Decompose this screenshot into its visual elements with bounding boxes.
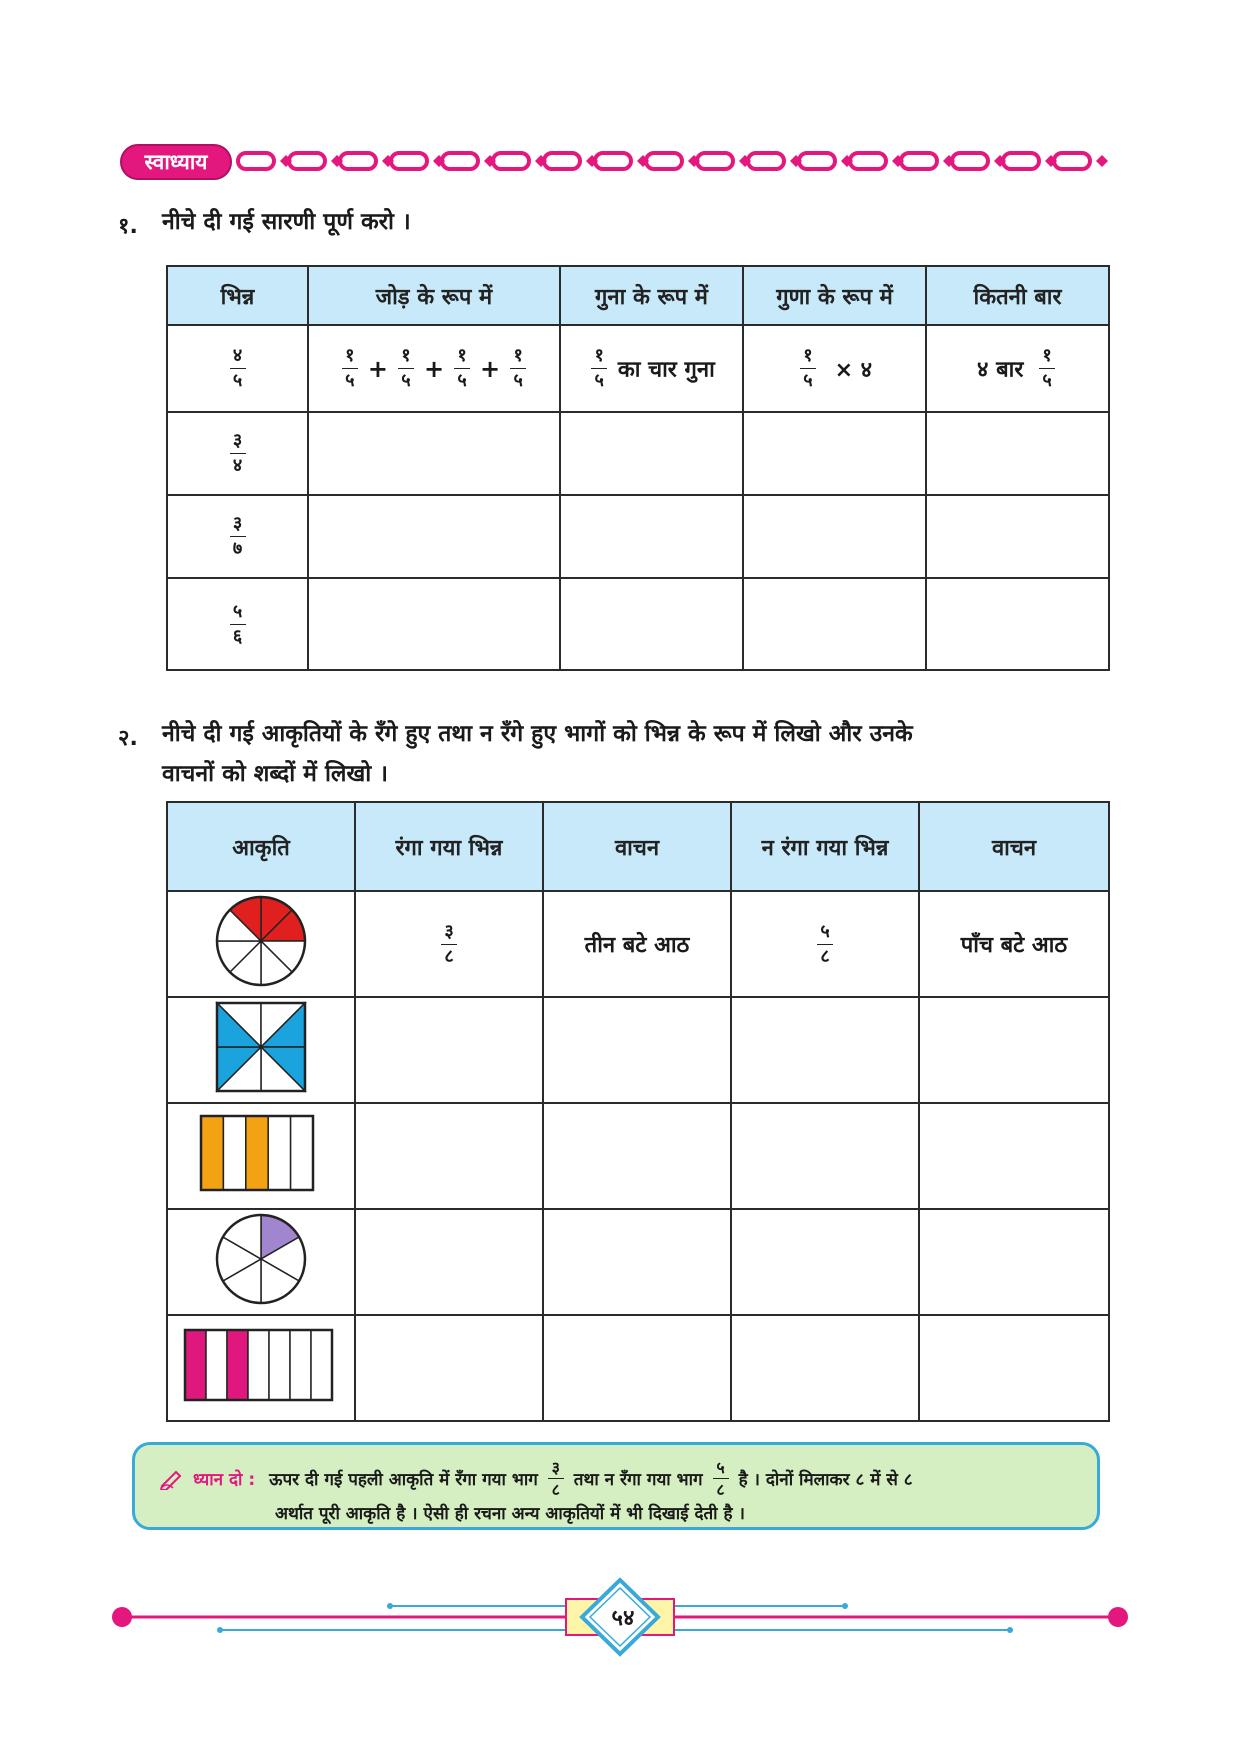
answer-cell[interactable] xyxy=(731,1209,919,1315)
answer-cell[interactable] xyxy=(919,997,1109,1103)
answer-cell[interactable] xyxy=(543,1315,731,1421)
q2-example-shaded-fraction: $\frac{३}{८}$ xyxy=(355,891,543,997)
answer-cell[interactable] xyxy=(560,578,743,670)
q1-example-addition: $\frac{१}{५}$ + $\frac{१}{५}$ + $\frac{१}{५}$ + $\frac{१}{५}$ xyxy=(308,325,560,412)
q1-col-times-form: गुना के रूप में xyxy=(560,266,743,325)
answer-cell[interactable] xyxy=(743,412,926,495)
answer-cell[interactable] xyxy=(919,1103,1109,1209)
q1-example-row xyxy=(167,325,1109,412)
answer-cell[interactable] xyxy=(308,412,560,495)
q1-example-how-many-times: ४ बार $\frac{१}{५}$ xyxy=(926,325,1109,412)
q1-example-fraction: $\frac{४}{५}$ xyxy=(167,325,308,412)
q2-col-reading: वाचन xyxy=(543,802,731,891)
q1-header-row xyxy=(167,266,1109,325)
q1-number: १. xyxy=(118,214,138,239)
note-text-part1: ऊपर दी गई पहली आकृति में रँगा गया भाग xyxy=(269,1470,538,1490)
q1-example-times-form: $\frac{१}{५}$ का चार गुना xyxy=(560,325,743,412)
q2-example-unshaded-reading: पाँच बटे आठ xyxy=(919,891,1109,997)
note-line-1 xyxy=(159,1459,913,1498)
answer-cell[interactable] xyxy=(308,578,560,670)
q1-col-multiplication: गुणा के रूप में xyxy=(743,266,926,325)
circle-8-parts-icon xyxy=(213,893,309,989)
answer-cell[interactable] xyxy=(926,412,1109,495)
q2-col-figure: आकृति xyxy=(167,802,355,891)
note-text-part2: तथा न रँगा गया भाग xyxy=(573,1470,703,1490)
q2-row xyxy=(167,1103,1109,1209)
square-8-triangles-icon xyxy=(213,999,309,1095)
q2-row xyxy=(167,997,1109,1103)
section-badge: स्वाध्याय xyxy=(120,144,232,180)
q2-col-reading-2: वाचन xyxy=(919,802,1109,891)
answer-cell[interactable] xyxy=(543,1103,731,1209)
rectangle-7-strips-icon xyxy=(181,1326,341,1404)
figure-cell xyxy=(167,1209,355,1315)
q2-example-shaded-reading: तीन बटे आठ xyxy=(543,891,731,997)
q2-text-line2: वाचनों को शब्दों में लिखो । xyxy=(162,761,388,787)
q1-example-multiplication: $\frac{१}{५}$ × ४ xyxy=(743,325,926,412)
q1-row-3 xyxy=(167,578,1109,670)
note-box xyxy=(132,1442,1100,1530)
decorative-chain-border xyxy=(232,148,1122,176)
answer-cell[interactable] xyxy=(743,578,926,670)
q2-text-line1: नीचे दी गई आकृतियों के रँगे हुए तथा न रँगे हुए भागों को भिन्न के रूप में लिखो और उनके xyxy=(162,721,913,747)
figure-cell xyxy=(167,891,355,997)
q2-header-row xyxy=(167,802,1109,891)
answer-cell[interactable] xyxy=(543,1209,731,1315)
answer-cell[interactable] xyxy=(355,1103,543,1209)
q1-text: नीचे दी गई सारणी पूर्ण करो । xyxy=(162,209,411,235)
q2-example-unshaded-fraction: $\frac{५}{८}$ xyxy=(731,891,919,997)
q2-row xyxy=(167,1209,1109,1315)
answer-cell[interactable] xyxy=(926,578,1109,670)
answer-cell[interactable] xyxy=(743,495,926,578)
answer-cell[interactable] xyxy=(919,1315,1109,1421)
circle-6-parts-icon xyxy=(213,1211,309,1307)
answer-cell[interactable] xyxy=(308,495,560,578)
q1-row-2 xyxy=(167,495,1109,578)
q1-row-fraction: $\frac{५}{६}$ xyxy=(167,578,308,670)
answer-cell[interactable] xyxy=(560,495,743,578)
q1-table xyxy=(166,265,1110,671)
q1-row-fraction: $\frac{३}{७}$ xyxy=(167,495,308,578)
figure-cell xyxy=(167,997,355,1103)
q2-col-shaded-fraction: रंगा गया भिन्न xyxy=(355,802,543,891)
note-label: ध्यान दो : xyxy=(193,1470,256,1490)
answer-cell[interactable] xyxy=(355,1315,543,1421)
answer-cell[interactable] xyxy=(355,997,543,1103)
answer-cell[interactable] xyxy=(560,412,743,495)
figure-cell xyxy=(167,1315,355,1421)
answer-cell[interactable] xyxy=(919,1209,1109,1315)
q2-row xyxy=(167,1315,1109,1421)
figure-cell xyxy=(167,1103,355,1209)
pencil-icon xyxy=(159,1468,185,1490)
q1-row-fraction: $\frac{३}{४}$ xyxy=(167,412,308,495)
q2-col-unshaded-fraction: न रंगा गया भिन्न xyxy=(731,802,919,891)
answer-cell[interactable] xyxy=(731,1315,919,1421)
q1-row-1 xyxy=(167,412,1109,495)
answer-cell[interactable] xyxy=(731,997,919,1103)
page-number: ५४ xyxy=(611,1606,635,1631)
q2-example-row xyxy=(167,891,1109,997)
answer-cell[interactable] xyxy=(543,997,731,1103)
q1-col-fraction: भिन्न xyxy=(167,266,308,325)
q2-number: २. xyxy=(118,726,138,751)
note-fraction-unshaded: $\frac{५}{८}$ xyxy=(713,1459,729,1498)
q1-col-addition: जोड़ के रूप में xyxy=(308,266,560,325)
answer-cell[interactable] xyxy=(926,495,1109,578)
rectangle-5-strips-icon xyxy=(197,1110,325,1196)
note-text-part3: है । दोनों मिलाकर ८ में से ८ xyxy=(738,1470,913,1490)
answer-cell[interactable] xyxy=(731,1103,919,1209)
note-line-2: अर्थात पूरी आकृति है । ऐसी ही रचना अन्य आकृतियों में भी दिखाई देती है । xyxy=(275,1504,745,1524)
note-fraction-shaded: $\frac{३}{८}$ xyxy=(548,1459,564,1498)
answer-cell[interactable] xyxy=(355,1209,543,1315)
q1-col-how-many-times: कितनी बार xyxy=(926,266,1109,325)
q2-table xyxy=(166,801,1110,1422)
